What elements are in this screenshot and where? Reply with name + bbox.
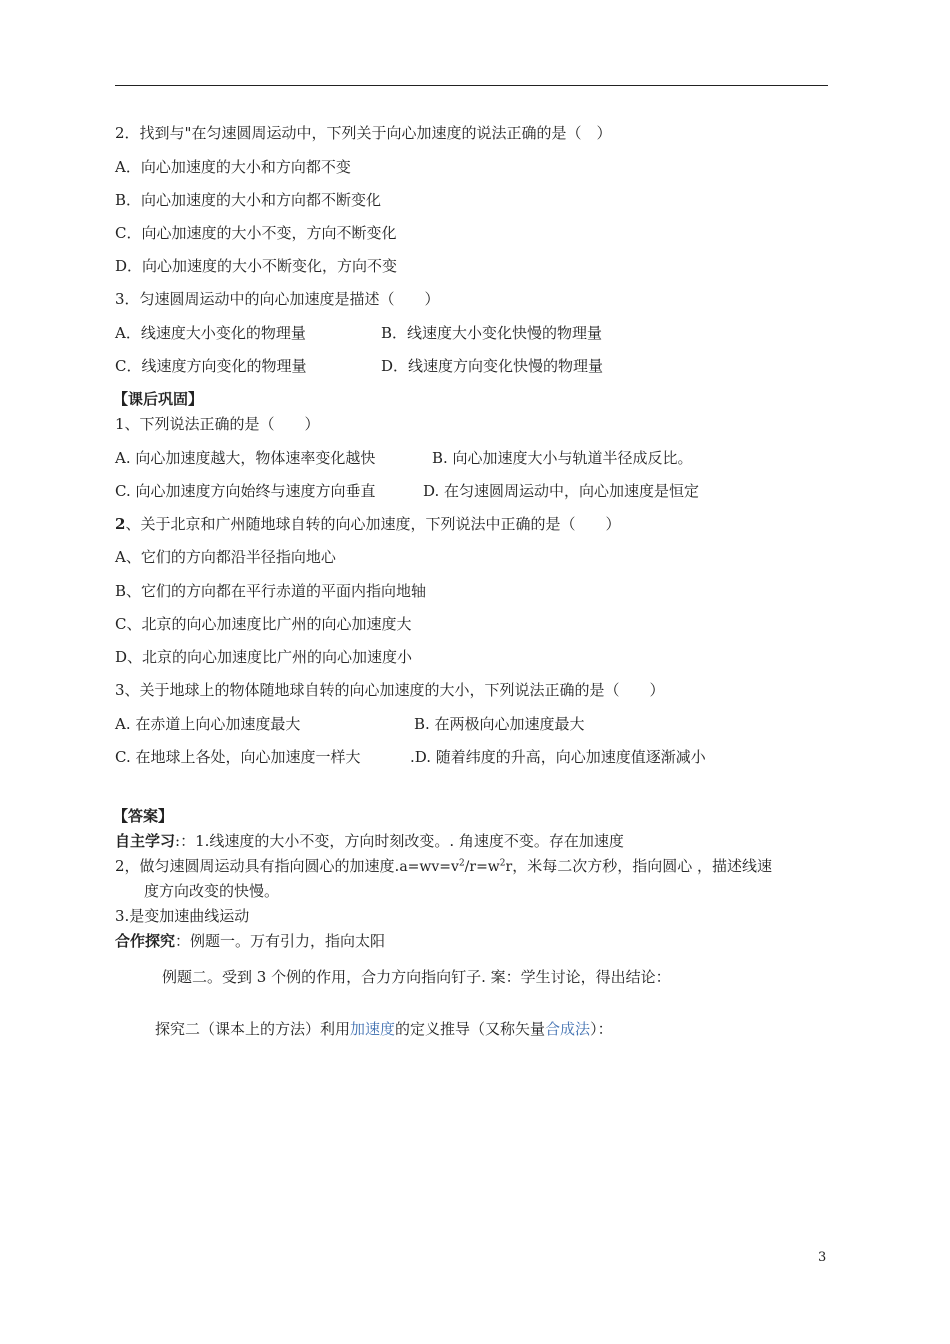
q2-option-c: C．向心加速度的大小不变，方向不断变化 — [115, 224, 397, 242]
answer-line-2 — [115, 856, 772, 877]
question-3-stem: 3．匀速圆周运动中的向心加速度是描述（ ） — [115, 290, 440, 308]
review-q2-option-b: B、它们的方向都在平行赤道的平面内指向地轴 — [115, 582, 427, 600]
q3-option-b: B．线速度大小变化快慢的物理量 — [381, 324, 603, 342]
answer-example-2: 例题二。受到 3 个例的作用，合力方向指向钉子. 案：学生讨论，得出结论： — [162, 968, 671, 986]
review-q2-option-a: A、它们的方向都沿半径指向地心 — [115, 548, 336, 566]
explore-text: 探究二（课本上的方法）利用 — [155, 1020, 351, 1038]
explore-text: 的定义推导（又称矢量 — [395, 1020, 546, 1038]
review-q3-option-c: C. 在地球上各处，向心加速度一样大 — [115, 748, 361, 766]
explore-text: ）： — [590, 1020, 613, 1038]
answer-line-2-tail: ，米每二次方秒，指向圆心 ，描述线速 — [512, 857, 773, 875]
answers-heading: 【答案】 — [113, 807, 174, 825]
coop-text: ：例题一。万有引力，指向太阳 — [175, 932, 386, 950]
review-q2-stem — [115, 514, 620, 534]
review-q3-option-b: B. 在两极向心加速度最大 — [414, 715, 585, 733]
q3-option-a: A．线速度大小变化的物理量 — [115, 324, 306, 342]
question-2-stem: 2．找到与"在匀速圆周运动中，下列关于向心加速度的说法正确的是（ ） — [115, 124, 612, 142]
review-q3-stem: 3、关于地球上的物体随地球自转的向心加速度的大小，下列说法正确的是（ ） — [115, 681, 665, 699]
review-q2-number: 2 — [115, 515, 126, 533]
q3-option-c: C．线速度方向变化的物理量 — [115, 357, 307, 375]
formula-exponent: 2 — [458, 858, 465, 869]
review-heading: 【课后巩固】 — [113, 390, 204, 408]
self-study-label: 自主学习 — [115, 832, 176, 850]
review-q1-option-c: C. 向心加速度方向始终与速度方向垂直 — [115, 482, 376, 500]
link-acceleration[interactable]: 加速度 — [350, 1020, 396, 1038]
answer-self-study — [115, 831, 624, 851]
self-study-text: :：1.线速度的大小不变，方向时刻改变。. 角速度不变。存在加速度 — [175, 832, 624, 850]
formula-part: r — [505, 859, 513, 875]
header-rule — [115, 85, 828, 86]
q2-option-a: A．向心加速度的大小和方向都不变 — [115, 158, 351, 176]
answer-line-2-continuation: 度方向改变的快慢。 — [144, 882, 280, 900]
answer-line-3: 3.是变加速曲线运动 — [115, 907, 250, 925]
q3-option-d: D．线速度方向变化快慢的物理量 — [381, 357, 604, 375]
review-q1-option-d: D. 在匀速圆周运动中，向心加速度是恒定 — [423, 482, 700, 500]
review-q1-option-a: A. 向心加速度越大，物体速率变化越快 — [115, 449, 376, 467]
formula-part: a=wv=v — [399, 859, 459, 875]
review-q3-option-d: .D. 随着纬度的升高，向心加速度值逐渐减小 — [410, 748, 706, 766]
q2-option-d: D．向心加速度的大小不断变化，方向不变 — [115, 257, 398, 275]
acceleration-formula — [399, 859, 512, 875]
answer-cooperative — [115, 931, 385, 951]
review-q2-text: 、关于北京和广州随地球自转的向心加速度，下列说法中正确的是（ ） — [125, 515, 621, 533]
answer-explore-2 — [155, 1019, 613, 1039]
formula-part: /r=w — [464, 859, 500, 875]
coop-label: 合作探究 — [115, 932, 176, 950]
link-composition-method[interactable]: 合成法 — [545, 1020, 591, 1038]
q2-option-b: B．向心加速度的大小和方向都不断变化 — [115, 191, 382, 209]
review-q1-option-b: B. 向心加速度大小与轨道半径成反比。 — [432, 449, 693, 467]
formula-exponent: 2 — [499, 858, 506, 869]
review-q1-stem: 1、下列说法正确的是（ ） — [115, 415, 320, 433]
page-number: 3 — [818, 1250, 827, 1265]
review-q2-option-d: D、北京的向心加速度比广州的向心加速度小 — [115, 648, 413, 666]
review-q3-option-a: A. 在赤道上向心加速度最大 — [115, 715, 301, 733]
answer-line-2-text: 2，做匀速圆周运动具有指向圆心的加速度. — [115, 857, 400, 875]
review-q2-option-c: C、北京的向心加速度比广州的向心加速度大 — [115, 615, 412, 633]
